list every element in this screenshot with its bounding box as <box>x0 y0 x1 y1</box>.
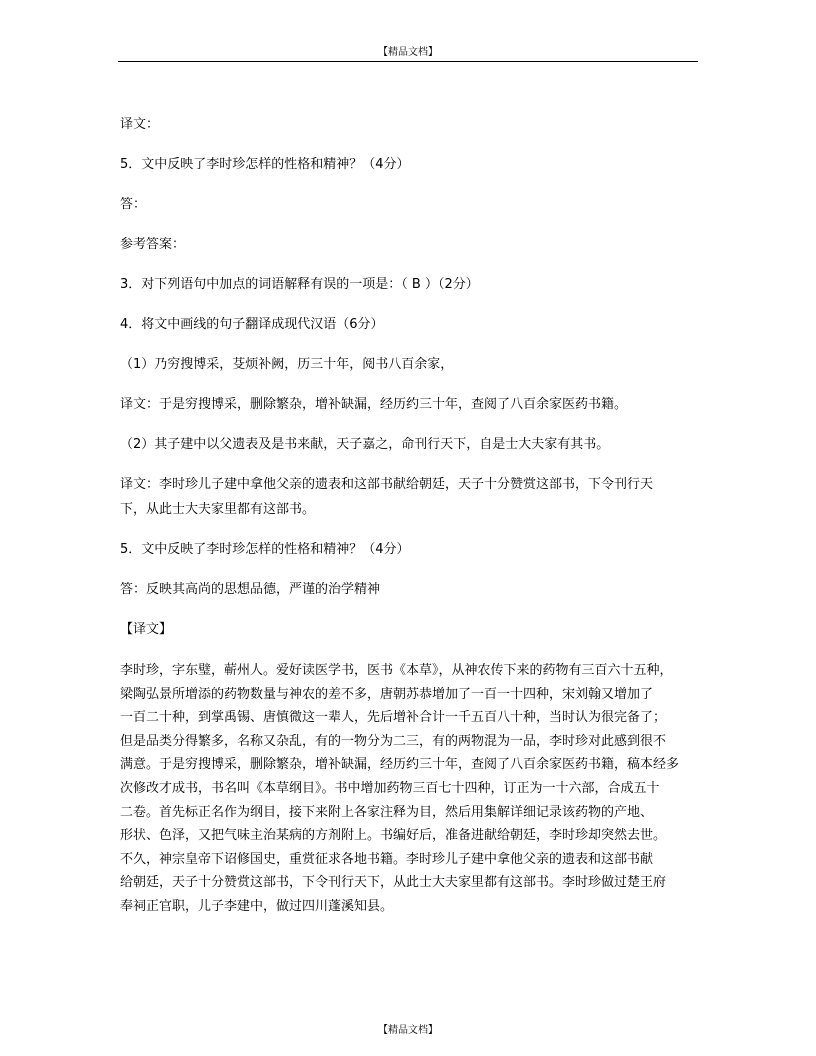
page-header: 【精品文档】 <box>378 47 438 58</box>
question-5: 5．文中反映了李时珍怎样的性格和精神？（4分） <box>120 157 410 172</box>
answer-5: 答：反映其高尚的思想品德，严谨的治学精神 <box>120 582 381 597</box>
translation-line: 一百二十种，到掌禹锡、唐慎微这一辈人，先后增补合计一千五百八十种，当时认为很完备了； <box>120 710 667 726</box>
sentence-2-translation-cont: 下，从此士大夫家里都有这部书。 <box>120 502 316 517</box>
sentence-1-translation: 译文：于是穷搜博采，删除繁杂，增补缺漏，经历约三十年，查阅了八百余家医药书籍。 <box>120 397 628 412</box>
header-divider <box>118 61 698 62</box>
answer-4-heading: 4．将文中画线的句子翻译成现代汉语（6分） <box>120 317 384 332</box>
translation-line: 梁陶弘景所增添的药物数量与神农的差不多，唐朝苏恭增加了一百一十四种，宋刘翰又增加了 <box>120 686 654 702</box>
translation-paragraph <box>120 659 700 919</box>
reference-answer-heading: 参考答案： <box>120 237 186 252</box>
label-translation-prompt: 译文： <box>120 117 160 132</box>
translation-line: 但是品类分得繁多，名称又杂乱，有的一物分为二三，有的两物混为一品，李时珍对此感到很不 <box>120 733 667 749</box>
sentence-2-translation: 译文：李时珍儿子建中拿他父亲的遗表和这部书献给朝廷，天子十分赞赏这部书，下令刊行天 <box>120 477 654 492</box>
translation-line: 不久，神宗皇帝下诏修国史，重赏征求各地书籍。李时珍儿子建中拿他父亲的遗表和这部书献 <box>120 851 654 867</box>
translation-line: 形状、色泽，又把气味主治某病的方剂附上。书编好后，准备进献给朝廷，李时珍却突然去世。 <box>120 828 667 844</box>
translation-heading: 【译文】 <box>120 622 173 637</box>
answer-3: 3．对下列语句中加点的词语解释有误的一项是：（ B ）（2分） <box>120 277 479 292</box>
sentence-2: （2）其子建中以父遗表及是书来献，天子嘉之，命刊行天下，自是士大夫家有其书。 <box>120 437 610 452</box>
question-5-repeat: 5．文中反映了李时珍怎样的性格和精神？（4分） <box>120 542 410 557</box>
page-footer: 【精品文档】 <box>378 1025 438 1036</box>
translation-line: 满意。于是穷搜博采，删除繁杂，增补缺漏，经历约三十年，查阅了八百余家医药书籍，稿本经多 <box>120 757 680 773</box>
translation-line: 次修改才成书，书名叫《本草纲目》。书中增加药物三百七十四种，订正为一十六部，合成五十 <box>120 780 660 796</box>
translation-line: 李时珍，字东璧，蕲州人。爱好读医学书，医书《本草》，从神农传下来的药物有三百六十五种， <box>120 663 673 678</box>
label-answer-prompt: 答： <box>120 197 147 212</box>
translation-line: 给朝廷，天子十分赞赏这部书，下令刊行天下，从此士大夫家里都有这部书。李时珍做过楚王府 <box>120 875 667 891</box>
translation-line: 奉祠正官职，儿子李建中，做过四川蓬溪知县。 <box>120 898 394 914</box>
translation-line: 二卷。首先标正名作为纲目，接下来附上各家注释为目，然后用集解详细记录该药物的产地、 <box>120 804 654 820</box>
sentence-1: （1）乃穷搜博采，芟烦补阙，历三十年，阅书八百余家， <box>120 357 454 372</box>
